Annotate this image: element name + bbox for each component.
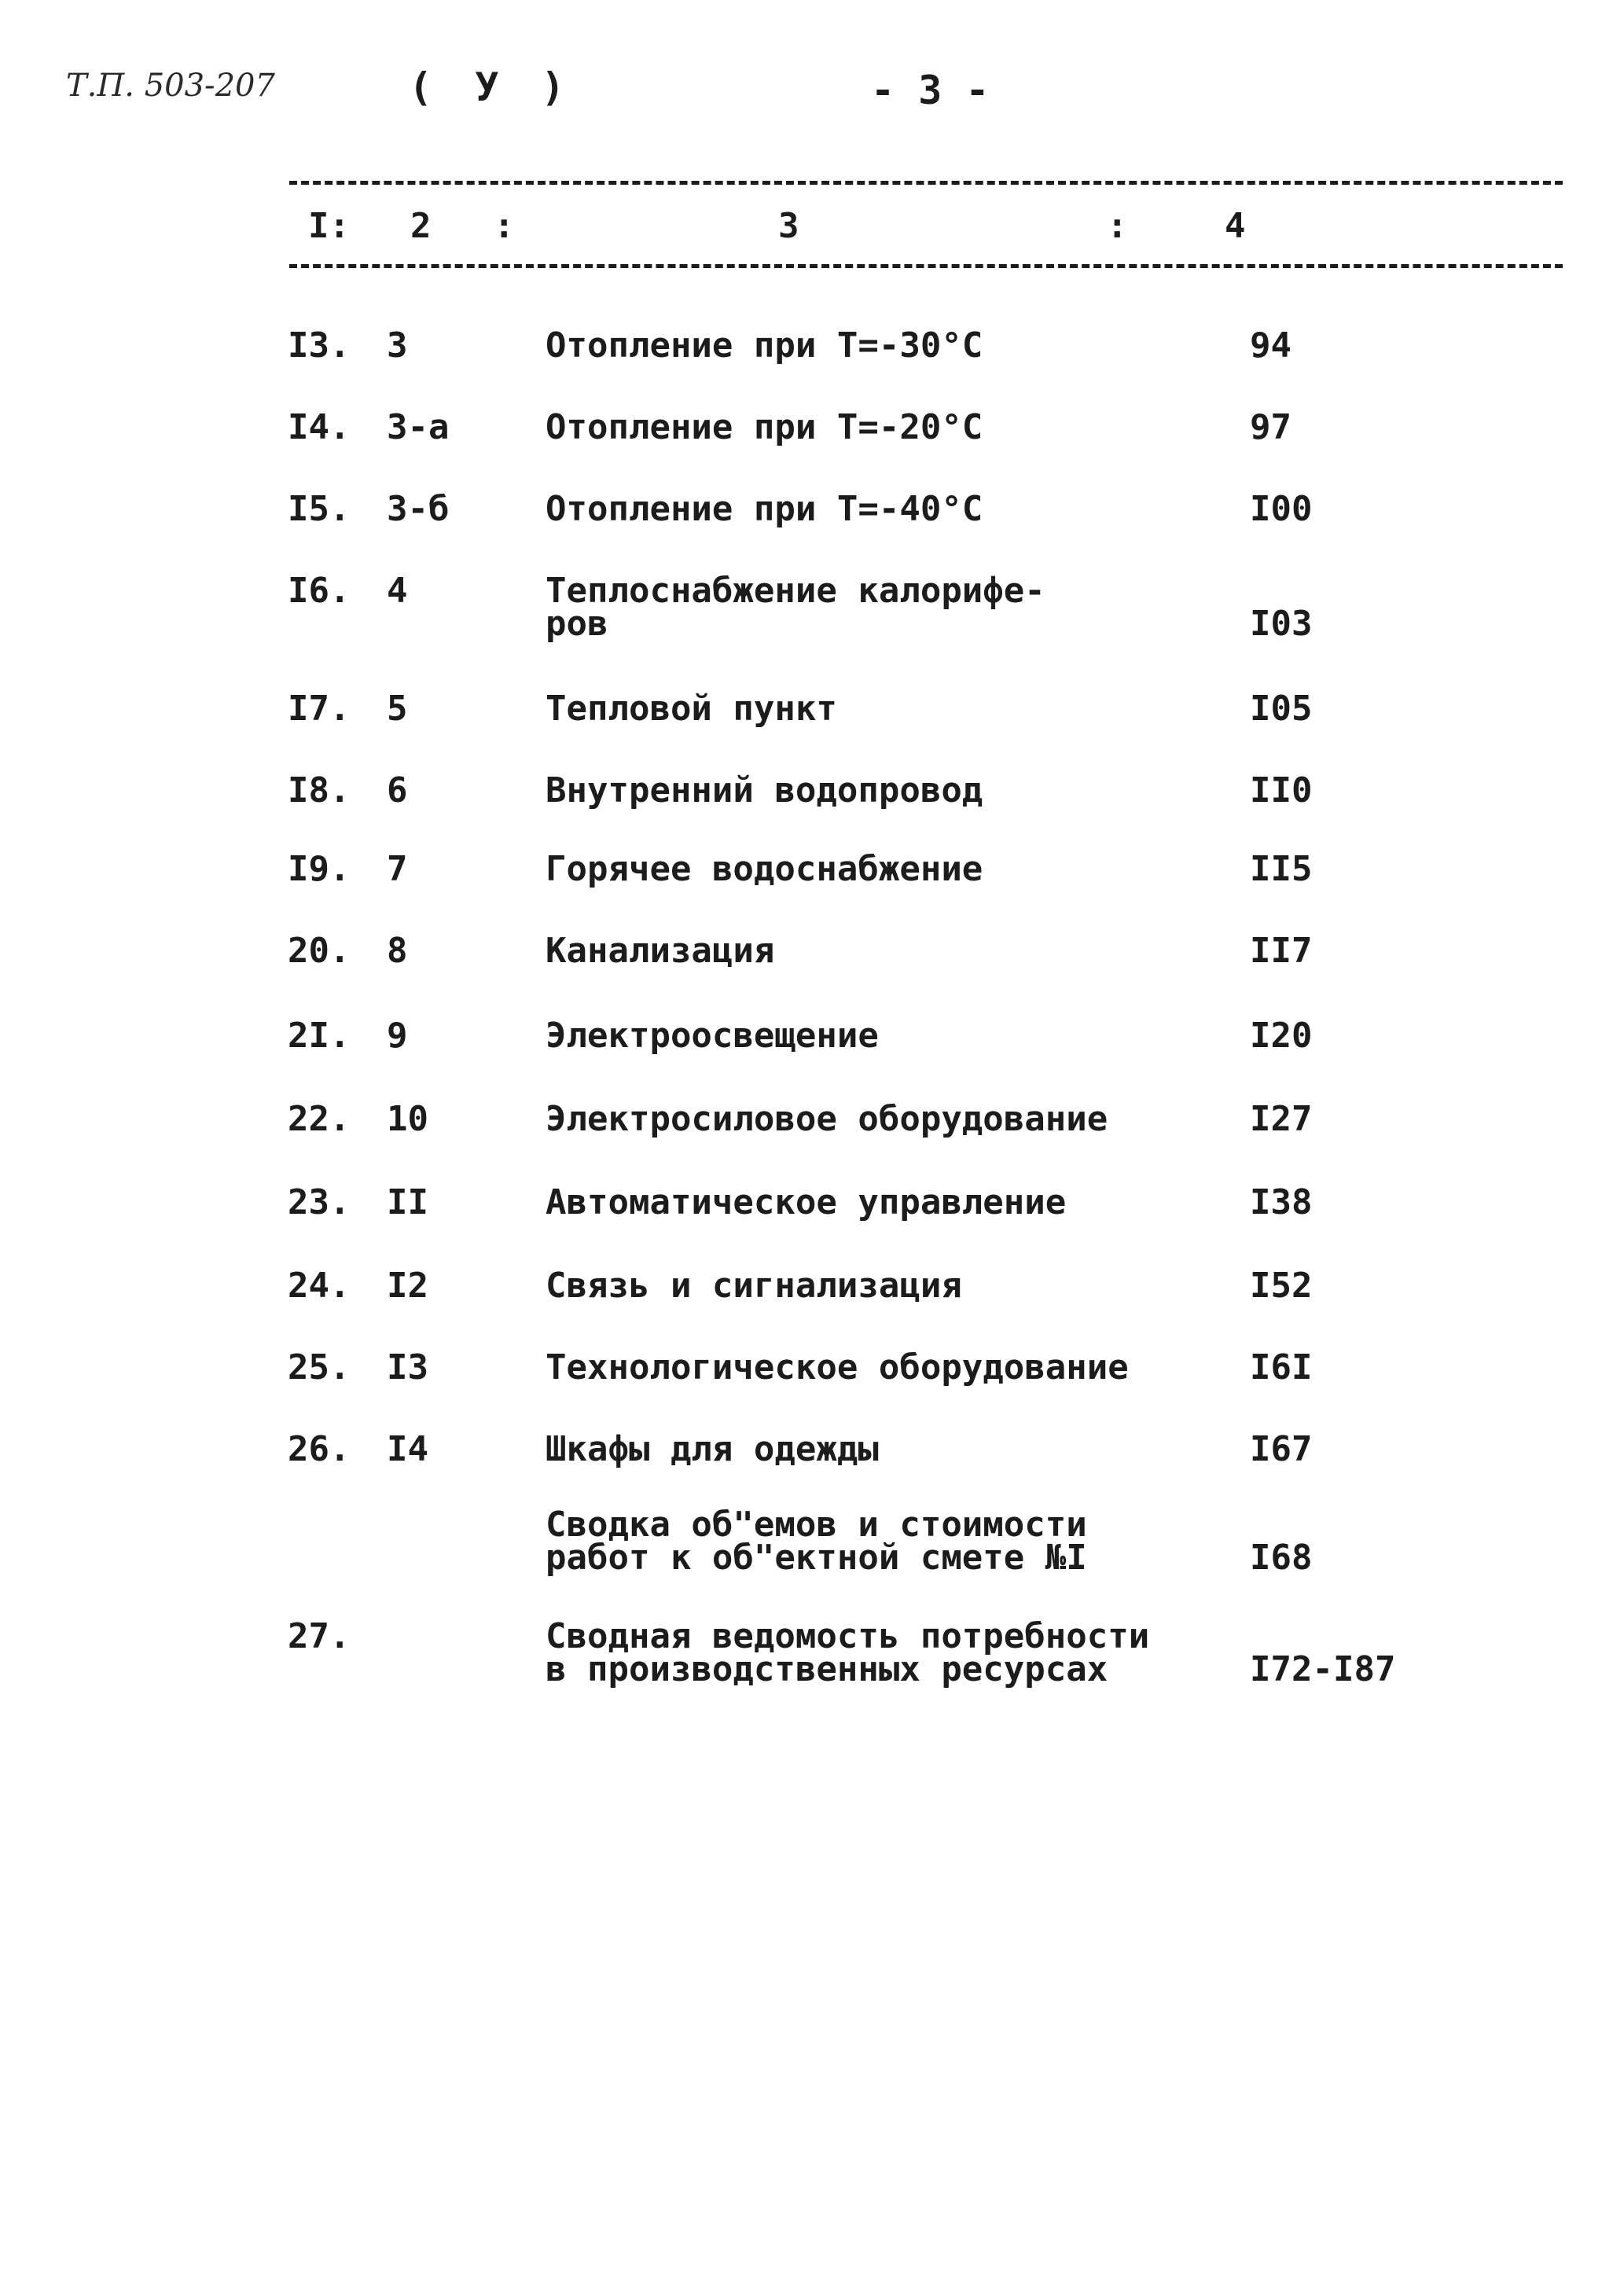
section-title: работ к об"ектной смете №I (546, 1538, 1087, 1578)
column-header-2: 2 (410, 206, 432, 246)
sheet-number: 10 (387, 1099, 428, 1139)
table-top-rule (289, 181, 1563, 185)
sheet-number: 6 (387, 770, 408, 810)
sheet-number: I3 (387, 1347, 428, 1387)
section-title: Сводная ведомость потребности (546, 1616, 1150, 1656)
row-number: 23. (288, 1182, 351, 1222)
section-title: Электросиловое оборудование (546, 1099, 1108, 1139)
page-reference: I20 (1250, 1016, 1313, 1056)
page-reference: II0 (1250, 770, 1313, 810)
row-number: 27. (288, 1616, 351, 1656)
row-number: I4. (288, 407, 351, 447)
section-title: Связь и сигнализация (546, 1266, 962, 1306)
document-code: Т.П. 503-207 (66, 68, 275, 104)
page-reference: I68 (1250, 1538, 1313, 1578)
table-header-rule (289, 264, 1563, 268)
row-number: I8. (288, 770, 351, 810)
page-reference: I03 (1250, 604, 1313, 644)
page-reference: I05 (1250, 689, 1313, 729)
page-reference: II5 (1250, 849, 1313, 889)
sheet-number: 3-б (387, 489, 450, 529)
section-title: Технологическое оборудование (546, 1347, 1129, 1387)
page-number: - 3 - (871, 68, 990, 113)
page-reference: I72-I87 (1250, 1649, 1396, 1689)
section-title: Отопление при T=-20°C (546, 407, 983, 447)
section-title: в производственных ресурсах (546, 1649, 1108, 1689)
section-title: Отопление при T=-40°C (546, 489, 983, 529)
row-number: 25. (288, 1347, 351, 1387)
section-title: Канализация (546, 931, 775, 971)
sheet-number: 9 (387, 1016, 408, 1056)
page-reference: I27 (1250, 1099, 1313, 1139)
section-title: Автоматическое управление (546, 1182, 1067, 1222)
row-number: 26. (288, 1429, 351, 1469)
page-reference: I67 (1250, 1429, 1313, 1469)
row-number: I3. (288, 325, 351, 366)
page-reference: II7 (1250, 931, 1313, 971)
section-title: ров (546, 604, 608, 644)
section-title: Теплоснабжение калорифе- (546, 571, 1045, 611)
section-title: Электроосвещение (546, 1016, 879, 1056)
page-reference: 97 (1250, 407, 1291, 447)
section-title: Тепловой пункт (546, 689, 837, 729)
section-title: Сводка об"емов и стоимости (546, 1505, 1087, 1545)
row-number: 22. (288, 1099, 351, 1139)
page-reference: I52 (1250, 1266, 1313, 1306)
sheet-number: 7 (387, 849, 408, 889)
column-separator: : (1107, 206, 1128, 246)
row-number: 20. (288, 931, 351, 971)
row-number: I7. (288, 689, 351, 729)
sheet-number: I2 (387, 1266, 428, 1306)
section-title: Внутренний водопровод (546, 770, 983, 810)
row-number: I5. (288, 489, 351, 529)
sheet-number: 3-а (387, 407, 450, 447)
sheet-number: I4 (387, 1429, 428, 1469)
sheet-number: II (387, 1182, 428, 1222)
sheet-number: 5 (387, 689, 408, 729)
column-separator: : (494, 206, 515, 246)
sheet-number: 3 (387, 325, 408, 366)
page-reference: 94 (1250, 325, 1291, 366)
page-reference: I6I (1250, 1347, 1313, 1387)
page-reference: I00 (1250, 489, 1313, 529)
row-number: 2I. (288, 1016, 351, 1056)
section-title: Шкафы для одежды (546, 1429, 879, 1469)
document-variant: ( У ) (409, 64, 575, 110)
sheet-number: 4 (387, 571, 408, 611)
sheet-number: 8 (387, 931, 408, 971)
section-title: Отопление при T=-30°C (546, 325, 983, 366)
column-header-4: 4 (1225, 206, 1246, 246)
column-header-1: I: (308, 206, 350, 246)
page-reference: I38 (1250, 1182, 1313, 1222)
row-number: 24. (288, 1266, 351, 1306)
section-title: Горячее водоснабжение (546, 849, 983, 889)
row-number: I6. (288, 571, 351, 611)
row-number: I9. (288, 849, 351, 889)
column-header-3: 3 (778, 206, 799, 246)
